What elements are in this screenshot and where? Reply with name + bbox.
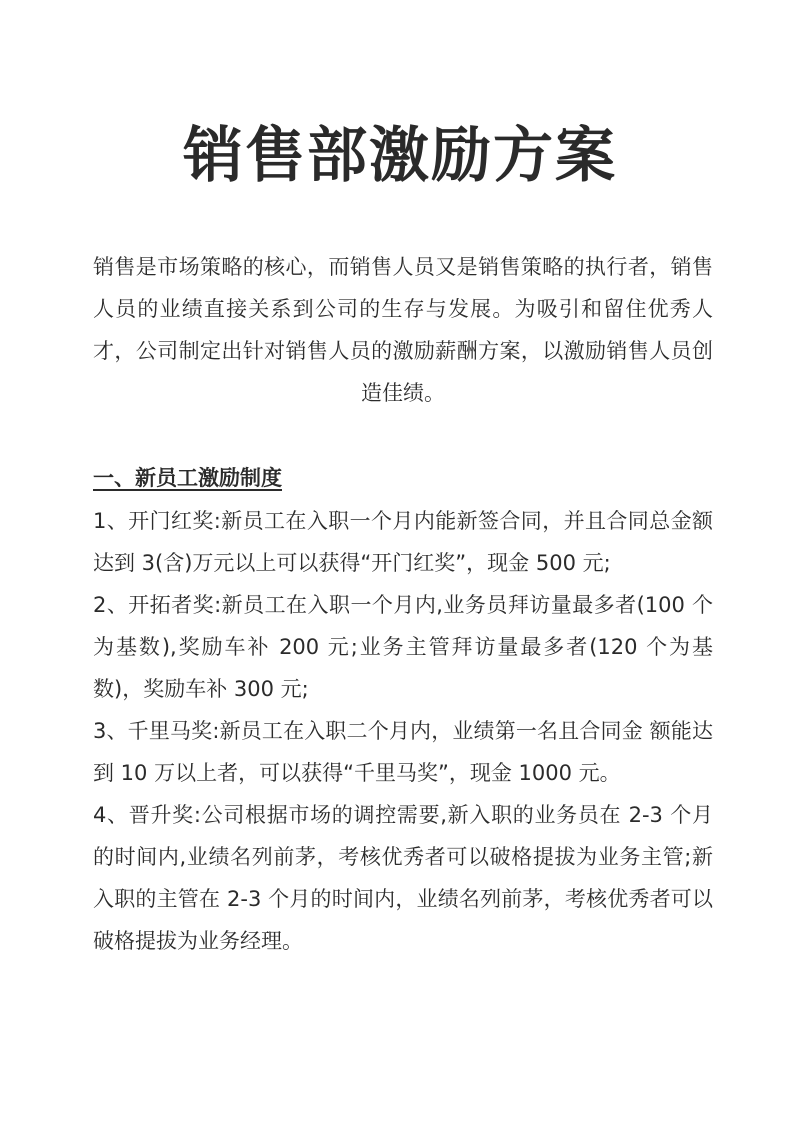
item-promotion-reward: 4、晋升奖:公司根据市场的调控需要,新入职的业务员在 2-3 个月的时间内,业绩名列前茅，考核优秀者可以破格提拔为业务主管;新入职的主管在 2-3 个月的时间内，业绩名列前茅，考核优秀者可以破格提拔为业务经理。	[93, 803, 713, 953]
section-heading: 一、新员工激励制度	[93, 466, 282, 490]
document-title: 销售部激励方案	[183, 121, 617, 191]
section-items	[93, 500, 713, 962]
item-horse-reward: 3、千里马奖:新员工在入职二个月内，业绩第一名且合同金 额能达到 10 万以上者，可以获得“千里马奖”，现金 1000 元。	[93, 719, 713, 785]
item-pioneer-reward: 2、开拓者奖:新员工在入职一个月内,业务员拜访量最多者(100 个为基数),奖励车补 200 元;业务主管拜访量最多者(120 个为基数)，奖励车补 300 元;	[93, 593, 713, 701]
intro-paragraph: 销售是市场策略的核心，而销售人员又是销售策略的执行者，销售人员的业绩直接关系到公司的生存与发展。为吸引和留住优秀人才，公司制定出针对销售人员的激励薪酬方案，以激励销售人员创造佳绩。	[93, 255, 713, 405]
item-open-reward: 1、开门红奖:新员工在入职一个月内能新签合同，并且合同总金额达到 3(含)万元以上可以获得“开门红奖”，现金 500 元;	[93, 509, 713, 575]
